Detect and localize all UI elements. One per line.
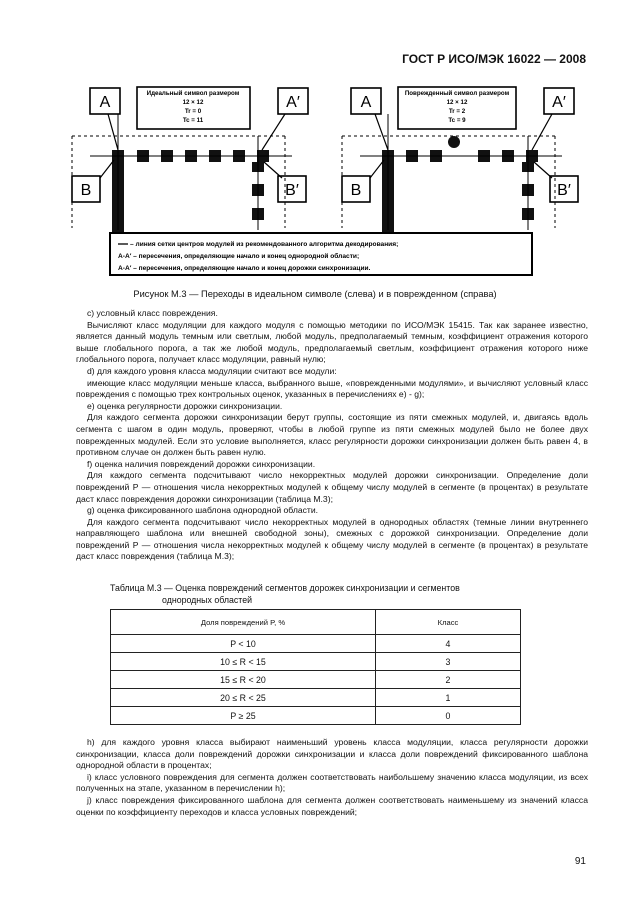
label-b-prime-right: B′ bbox=[557, 182, 571, 199]
table-row bbox=[111, 671, 521, 689]
damage-class-table bbox=[110, 609, 521, 725]
body-text-2 bbox=[76, 737, 588, 818]
legend-line-3: A-A′ – пересечения, определяющие начало и конец дорожки синхронизации. bbox=[118, 265, 371, 272]
paragraph: Для каждого сегмента подсчитывают число некорректных модулей в однородных областях (темные линии внутреннего направляющего шаблона или внешней свободной зоны), смежных с дорожкой синхронизации. Определение доли повреждений P — отношения числа некорректных модулей к общему числу модулей в сегменте (в процентах) в результате даст класс повреждения (таблица М.3); bbox=[76, 516, 588, 562]
label-a-prime-left: A′ bbox=[286, 94, 300, 111]
label-a-prime-right: A′ bbox=[552, 94, 566, 111]
legend-line-1: – линия сетки центров модулей из рекомендованного алгоритма декодирования; bbox=[130, 241, 399, 248]
table-cell: 0 bbox=[376, 707, 521, 725]
right-box-line-1: Поврежденный символ размером bbox=[404, 90, 510, 97]
table-caption-line-1: Таблица М.3 — Оценка повреждений сегментов дорожек синхронизации и сегментов bbox=[110, 583, 460, 593]
left-panel bbox=[72, 87, 308, 232]
left-box-line-1: Идеальный символ размером bbox=[146, 90, 240, 97]
table-cell: P ≥ 25 bbox=[111, 707, 376, 725]
label-a-left: A bbox=[99, 94, 111, 111]
paragraph: Вычисляют класс модуляции для каждого модуля с помощью методики по ИСО/МЭК 15415. Так как заранее известно, является данный модуль темным или светлым, любой модуль, предполагаемый темным, коэффициент отражения которого выше глобального порога, а так же любой модуль, предполагаемый светлым, коэффициент отражения которого ниже глобального порога, получает класс модуляции, равный нулю; bbox=[76, 319, 588, 365]
table-row bbox=[111, 653, 521, 671]
figure-caption: Рисунок М.3 — Переходы в идеальном символе (слева) и в поврежденном (справа) bbox=[133, 289, 497, 299]
paragraph: e) оценка регулярности дорожки синхронизации. bbox=[87, 400, 283, 411]
paragraph: Для каждого сегмента дорожки синхронизации берут группы, состоящие из пяти смежных модулей, и, двигаясь вдоль сегмента с шагом в один модуль, проверяют, чтобы в любой группе из пяти смежных модулей было не более двух поврежденных модулей. Если это условие выполняется, класс регулярности дорожки синхронизации должен быть равен 4, в противном случае он должен быть равен нулю. bbox=[76, 412, 588, 458]
right-panel bbox=[342, 87, 578, 232]
right-box-line-2: 12 × 12 bbox=[446, 99, 468, 106]
paragraph: i) класс условного повреждения для сегмента должен соответствовать наибольшему значению класса модуляции, из всех полученных на этапе, указанном в перечислении h); bbox=[76, 771, 588, 794]
paragraph: j) класс повреждения фиксированного шаблона для сегмента должен соответствовать наименьшему из значений класса оценки по коэффициенту переходов и класса условных повреждений; bbox=[76, 794, 588, 817]
table-caption-line-2: однородных областей bbox=[162, 594, 253, 605]
table-cell: 1 bbox=[376, 689, 521, 707]
label-b-prime-left: B′ bbox=[285, 182, 299, 199]
table-row bbox=[111, 707, 521, 725]
figure-transitions bbox=[0, 0, 630, 300]
paragraph: Для каждого сегмента подсчитывают число некорректных модулей дорожки синхронизации. Определение доли повреждений P — отношения числа некорректных модулей к общему числу модулей в сегменте (в процентах) в результате даст класс повреждения дорожки синхронизации (таблица М.3); bbox=[76, 470, 588, 504]
legend-line-2: A-A′ – пересечения, определяющие начало и конец однородной области; bbox=[118, 253, 360, 260]
paragraph: g) оценка фиксированного шаблона однородной области. bbox=[87, 505, 319, 516]
page-number: 91 bbox=[574, 856, 586, 867]
paragraph: c) условный класс повреждения. bbox=[87, 308, 218, 318]
label-b-left: B bbox=[80, 182, 92, 199]
paragraph: f) оценка наличия повреждений дорожки синхронизации. bbox=[87, 458, 316, 469]
body-text-1 bbox=[76, 308, 588, 563]
left-box-line-4: Tc = 11 bbox=[182, 117, 204, 124]
table-cell: 15 ≤ R < 20 bbox=[111, 671, 376, 689]
table-row bbox=[111, 689, 521, 707]
page-header: ГОСТ Р ИСО/МЭК 16022 — 2008 bbox=[402, 52, 586, 66]
paragraph: имеющие класс модуляции меньше класса, выбранного выше, «поврежденными модулями», и вычисляют условный класс повреждения с помощью трех контрольных оценок, указанных в перечислениях e) - g); bbox=[76, 377, 588, 400]
table-header: Доля повреждений P, % bbox=[111, 610, 376, 635]
label-b-right: B bbox=[350, 182, 362, 199]
right-box-line-4: Tc = 9 bbox=[448, 117, 466, 124]
table-row bbox=[111, 635, 521, 653]
table-caption bbox=[110, 583, 530, 606]
table-header: Класс bbox=[376, 610, 521, 635]
table-cell: 20 ≤ R < 25 bbox=[111, 689, 376, 707]
table-cell: 4 bbox=[376, 635, 521, 653]
figure-legend bbox=[110, 233, 532, 275]
paragraph: d) для каждого уровня класса модуляции считают все модули: bbox=[87, 365, 337, 376]
table-cell: 10 ≤ R < 15 bbox=[111, 653, 376, 671]
right-box-line-3: Tr = 2 bbox=[448, 108, 466, 115]
table-cell: 2 bbox=[376, 671, 521, 689]
table-cell: P < 10 bbox=[111, 635, 376, 653]
left-box-line-3: Tr = 0 bbox=[184, 108, 202, 115]
left-box-line-2: 12 × 12 bbox=[182, 99, 204, 106]
label-a-right: A bbox=[360, 94, 372, 111]
paragraph: h) для каждого уровня класса выбирают наименьший уровень класса модуляции, класса регулярности дорожки синхронизации, класса доли повреждений дорожки синхронизации и класса доли повреждений фиксированного шаблона однородной области в процентах; bbox=[76, 737, 588, 771]
table-cell: 3 bbox=[376, 653, 521, 671]
